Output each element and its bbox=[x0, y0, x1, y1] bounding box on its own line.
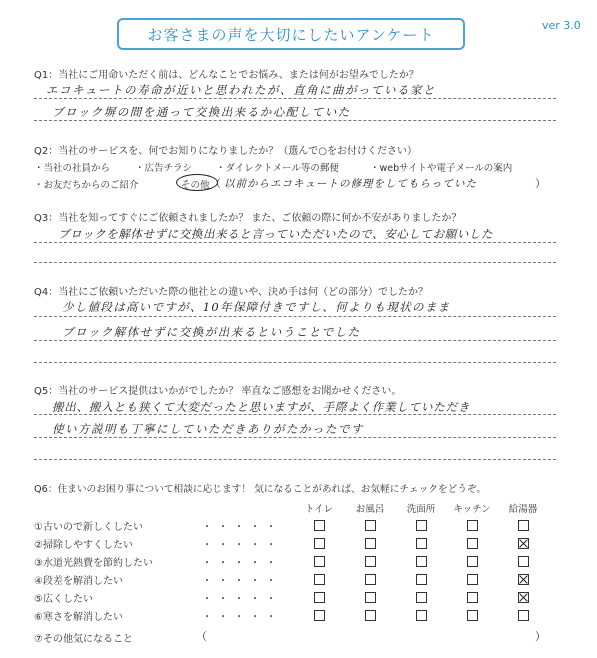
q6-checkbox[interactable] bbox=[518, 592, 529, 603]
col-kitchen: キッチン bbox=[453, 504, 491, 515]
q2-option-web: ・webサイトや電子メールの案内 bbox=[370, 163, 513, 174]
q1-answer-rule-1 bbox=[34, 98, 556, 99]
q6-checkbox[interactable] bbox=[467, 520, 478, 531]
q6-checkbox[interactable] bbox=[518, 574, 529, 585]
q1-answer-rule-2 bbox=[34, 120, 556, 121]
q6-row-leader-dots: ・・・・・ bbox=[202, 594, 282, 605]
q2-option-flyer: ・広告チラシ bbox=[135, 163, 193, 174]
q6-checkbox[interactable] bbox=[467, 574, 478, 585]
q5-answer-rule-1 bbox=[34, 414, 556, 415]
q6-row-label: ⑤広くしたい bbox=[34, 594, 93, 605]
q2-option-direct-mail: ・ダイレクトメール等の郵便 bbox=[216, 163, 339, 174]
q2-other-open-paren: （ bbox=[210, 177, 221, 190]
q6-checkbox[interactable] bbox=[365, 520, 376, 531]
q6-other-label: ⑦その他気になること bbox=[34, 634, 133, 645]
q6-checkbox[interactable] bbox=[518, 556, 529, 567]
q3-answer-rule-1 bbox=[34, 242, 556, 243]
q6-checkbox[interactable] bbox=[365, 556, 376, 567]
q6-row-label: ⑥寒さを解消したい bbox=[34, 612, 123, 623]
q6-checkbox[interactable] bbox=[416, 592, 427, 603]
q6-row-label: ④段差を解消したい bbox=[34, 576, 123, 587]
q3-question: Q3：当社を知ってすぐにご依頼されましたか？ また、ご依頼の際に何か不安がありましたか？ bbox=[34, 213, 462, 224]
q6-checkbox[interactable] bbox=[467, 538, 478, 549]
q6-checkbox[interactable] bbox=[416, 574, 427, 585]
q5-answer-line1: 搬出、搬入とも狭くて大変だったと思いますが、手際よく作業していただき bbox=[52, 400, 471, 414]
q6-row-label: ②掃除しやすくしたい bbox=[34, 540, 133, 551]
q6-checkbox[interactable] bbox=[314, 610, 325, 621]
q6-checkbox[interactable] bbox=[365, 610, 376, 621]
q6-row-leader-dots: ・・・・・ bbox=[202, 558, 282, 569]
q6-checkbox[interactable] bbox=[518, 610, 529, 621]
q6-checkbox[interactable] bbox=[314, 556, 325, 567]
q5-answer-rule-2 bbox=[34, 437, 556, 438]
q4-answer-rule-1 bbox=[34, 316, 556, 317]
q4-answer-line1: 少し値段は高いですが、10年保障付きですし、何よりも現状のまま bbox=[62, 300, 451, 314]
q6-checkbox[interactable] bbox=[365, 574, 376, 585]
q6-checkbox[interactable] bbox=[365, 538, 376, 549]
q6-other-close-paren: ） bbox=[535, 630, 546, 643]
q6-checkbox[interactable] bbox=[416, 538, 427, 549]
q4-question: Q4：当社にご依頼いただいた際の他社との違いや、決め手は何（どの部分）でしたか？ bbox=[34, 287, 429, 298]
q2-option-employee: ・当社の社員から bbox=[34, 163, 111, 174]
q1-answer-line1: エコキュートの寿命が近いと思われたが、直角に曲がっている家と bbox=[46, 83, 436, 97]
col-bath: お風呂 bbox=[355, 504, 385, 515]
q4-answer-rule-2 bbox=[34, 340, 556, 341]
q6-other-open-paren: （ bbox=[196, 630, 207, 643]
q5-question: Q5：当社のサービス提供はいかがでしたか？ 率直なご感想をお聞かせください。 bbox=[34, 386, 402, 397]
q6-checkbox[interactable] bbox=[314, 574, 325, 585]
q6-row-label: ③水道光熱費を節約したい bbox=[34, 558, 153, 569]
survey-title: お客さまの声を大切にしたいアンケート bbox=[117, 18, 465, 50]
q6-checkbox[interactable] bbox=[416, 610, 427, 621]
q6-checkbox[interactable] bbox=[314, 592, 325, 603]
q5-answer-rule-3 bbox=[34, 459, 556, 460]
q2-other-close-paren: ） bbox=[535, 177, 546, 190]
q6-checkbox[interactable] bbox=[467, 556, 478, 567]
q2-option-other: その他 bbox=[181, 180, 210, 191]
q6-checkbox[interactable] bbox=[314, 520, 325, 531]
q6-checkbox[interactable] bbox=[416, 556, 427, 567]
q2-question: Q2：当社のサービスを、何でお知りになりましたか？（選んで○をお付けください） bbox=[34, 146, 417, 157]
q6-checkbox[interactable] bbox=[467, 610, 478, 621]
q6-question: Q6：住まいのお困り事について相談に応じます！ 気になることがあれば、お気軽にチェックをどうぞ。 bbox=[34, 484, 487, 495]
col-washroom: 洗面所 bbox=[406, 504, 436, 515]
q6-row-leader-dots: ・・・・・ bbox=[202, 576, 282, 587]
q6-checkbox[interactable] bbox=[467, 592, 478, 603]
q2-other-answer: 以前からエコキュートの修理をしてもらっていた bbox=[224, 178, 477, 190]
q4-answer-rule-3 bbox=[34, 362, 556, 363]
q1-question: Q1：当社にご用命いただく前は、どんなことでお悩み、または何がお望みでしたか？ bbox=[34, 70, 419, 81]
q4-answer-line2: ブロック解体せずに交換が出来るということでした bbox=[62, 325, 361, 339]
q6-checkbox[interactable] bbox=[518, 520, 529, 531]
q6-checkbox[interactable] bbox=[365, 592, 376, 603]
q6-row-label: ①古いので新しくしたい bbox=[34, 522, 143, 533]
q6-row-leader-dots: ・・・・・ bbox=[202, 522, 282, 533]
q3-answer-rule-2 bbox=[34, 262, 556, 263]
q6-checkbox[interactable] bbox=[416, 520, 427, 531]
q5-answer-line2: 使い方説明も丁寧にしていただきありがたかったです bbox=[52, 422, 364, 436]
col-toilet: トイレ bbox=[304, 504, 334, 515]
version-label: ver 3.0 bbox=[542, 19, 581, 32]
q3-answer-line1: ブロックを解体せずに交換出来ると言っていただいたので、安心してお願いした bbox=[58, 227, 494, 241]
q6-row-leader-dots: ・・・・・ bbox=[202, 612, 282, 623]
col-water-heater: 給湯器 bbox=[508, 504, 538, 515]
q1-answer-line2: ブロック塀の間を通って交換出来るか心配していた bbox=[52, 105, 351, 119]
q2-option-friend: ・お友だちからのご紹介 bbox=[34, 180, 139, 191]
q6-checkbox[interactable] bbox=[518, 538, 529, 549]
q6-row-leader-dots: ・・・・・ bbox=[202, 540, 282, 551]
q6-checkbox[interactable] bbox=[314, 538, 325, 549]
